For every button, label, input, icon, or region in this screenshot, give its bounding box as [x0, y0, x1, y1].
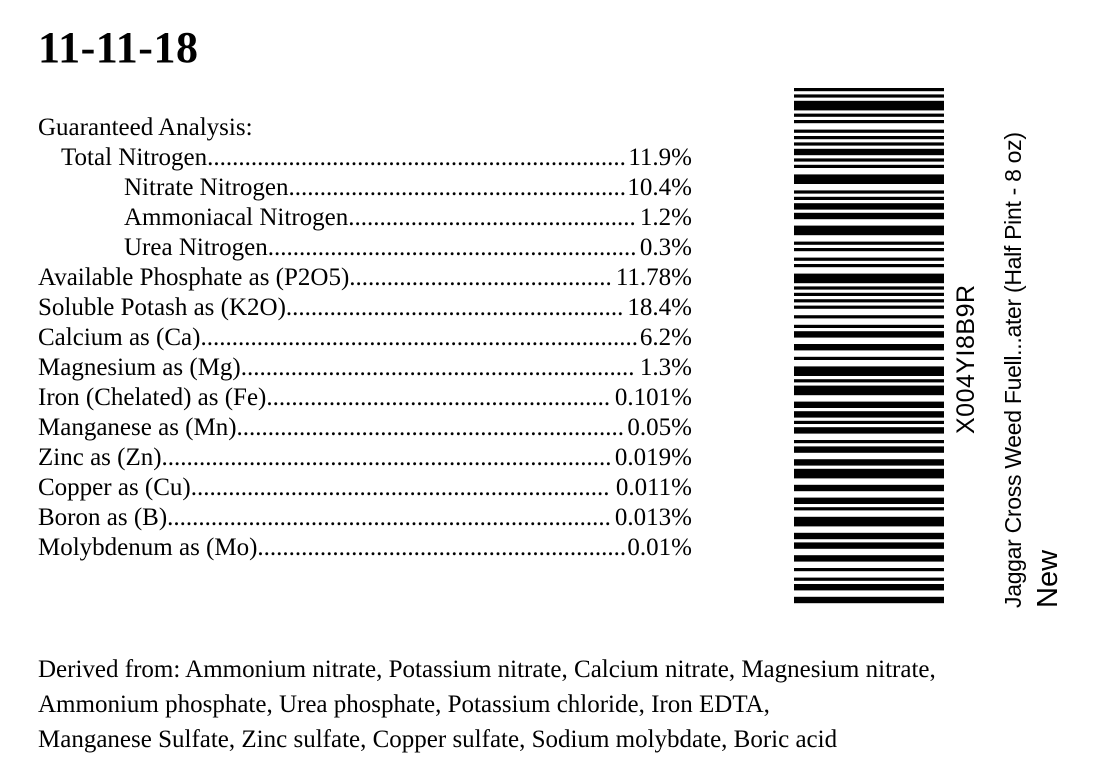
barcode-bar: [794, 174, 944, 184]
barcode-bar: [794, 130, 944, 133]
analysis-row: [38, 413, 738, 443]
product-name-text: Jaggar Cross Weed Fuell...ater (Half Pint - 8 oz): [1000, 132, 1026, 608]
row-value: 0.101%: [614, 384, 692, 411]
barcode-bar: [794, 286, 944, 289]
barcode-bar: [794, 386, 944, 396]
row-value: 0.01%: [627, 534, 692, 561]
analysis-row: [38, 323, 738, 353]
barcode-bar: [794, 379, 944, 382]
analysis-row: [38, 233, 738, 263]
analysis-row: [38, 263, 738, 293]
barcode-bar: [794, 542, 944, 548]
barcode-bar: [794, 440, 944, 443]
analysis-row: [38, 533, 738, 563]
barcode-bar: [794, 299, 944, 302]
row-label-dots: Soluble Potash as (K2O)......................................................: [38, 294, 624, 321]
derived-line: Manganese Sulfate, Zinc sulfate, Copper sulfate, Sodium molybdate, Boric acid: [38, 726, 838, 753]
barcode-bar: [794, 555, 944, 561]
row-label-dots: Ammoniacal Nitrogen..............................................: [124, 204, 636, 231]
barcode-bar: [794, 325, 944, 328]
barcode-bar: [794, 136, 944, 139]
barcode-bar: [794, 411, 944, 417]
barcode-bar: [794, 459, 944, 465]
analysis-row: [38, 443, 738, 473]
analysis-row: [38, 203, 738, 233]
barcode-bar: [794, 517, 944, 527]
barcode-bar: [794, 357, 944, 360]
row-label-dots: Copper as (Cu)...................................................................: [38, 474, 610, 501]
row-value: 0.019%: [614, 444, 692, 471]
barcode-bar: [794, 366, 944, 376]
barcode-bar: [794, 344, 944, 350]
analysis-row: [38, 293, 738, 323]
barcode-bar: [794, 274, 944, 284]
barcode-bar: [794, 158, 944, 161]
barcode-bar: [794, 142, 944, 145]
barcode-bar: [794, 568, 944, 571]
barcode-bar: [794, 114, 944, 117]
row-label-dots: Urea Nitrogen...........................................................: [124, 234, 637, 261]
barcode-bar: [794, 402, 944, 408]
row-label-dots: Molybdenum as (Mo)...........................................................: [38, 534, 627, 561]
analysis-row: [38, 503, 738, 533]
barcode-bar: [794, 264, 944, 267]
row-label-dots: Available Phosphate as (P2O5)..........................................: [38, 264, 612, 291]
analysis-row: [38, 173, 738, 203]
condition-text: New: [1032, 549, 1064, 608]
barcode-bar: [794, 315, 944, 318]
barcode-bar: [794, 120, 944, 123]
derived-from-paragraph: [38, 652, 1108, 757]
barcode-bar: [794, 578, 944, 581]
barcode-bar: [794, 533, 944, 539]
barcode-bar: [794, 248, 944, 251]
barcode-bar: [794, 498, 944, 504]
row-value: 0.013%: [614, 504, 692, 531]
derived-line: Derived from: Ammonium nitrate, Potassium nitrate, Calcium nitrate, Magnesium nitrate,: [38, 656, 936, 683]
row-value: 11.78%: [615, 264, 692, 291]
analysis-row: [38, 353, 738, 383]
barcode-bar: [794, 293, 944, 296]
barcode-bar: [794, 190, 944, 193]
barcode-bar: [794, 331, 944, 337]
barcode-bar: [794, 584, 944, 590]
row-value: 0.3%: [639, 234, 692, 261]
barcode-bar: [794, 306, 944, 309]
row-label-dots: Zinc as (Zn)........................................................................: [38, 444, 612, 471]
row-value: 0.05%: [627, 414, 692, 441]
guaranteed-analysis: [38, 113, 738, 563]
barcode-bar: [794, 421, 944, 424]
barcode-bar: [794, 101, 944, 111]
row-label-dots: Boron as (B).......................................................................: [38, 504, 611, 531]
barcode-bar: [794, 149, 944, 155]
barcode-bar: [794, 427, 944, 433]
row-value: 1.2%: [639, 204, 692, 231]
row-value: 11.9%: [628, 144, 692, 171]
barcode-bar: [794, 197, 944, 200]
derived-line: Ammonium phosphate, Urea phosphate, Potassium chloride, Iron EDTA,: [38, 691, 770, 718]
row-value: 10.4%: [627, 174, 692, 201]
analysis-row: [38, 383, 738, 413]
analysis-row: [38, 473, 738, 503]
row-label-dots: Iron (Chelated) as (Fe).......................................................: [38, 384, 611, 411]
barcode-bar: [794, 226, 944, 236]
row-value: 18.4%: [627, 294, 692, 321]
row-label-dots: Manganese as (Mn)..............................................................: [38, 414, 625, 441]
barcode-bar: [794, 597, 944, 603]
row-label-dots: Nitrate Nitrogen......................................................: [124, 174, 627, 201]
barcode-bar: [794, 213, 944, 219]
row-value: 0.011%: [615, 474, 692, 501]
barcode-bar: [794, 165, 944, 168]
row-value: 6.2%: [639, 324, 692, 351]
row-label-dots: Magnesium as (Mg)...............................................................: [38, 354, 635, 381]
barcode-bar: [794, 242, 944, 245]
barcode-bar: [794, 88, 944, 91]
barcode-bar: [794, 203, 944, 209]
row-label-dots: Calcium as (Ca)......................................................................: [38, 324, 638, 351]
barcode-bar: [794, 469, 944, 479]
analysis-heading: Guaranteed Analysis:: [38, 114, 253, 141]
barcode-image: [794, 88, 944, 608]
barcode-bar: [794, 258, 944, 261]
barcode-bar: [794, 485, 944, 491]
analysis-row: [38, 143, 738, 173]
barcode-bar: [794, 94, 944, 97]
barcode-bar: [794, 507, 944, 510]
barcode-bar: [794, 446, 944, 452]
row-label-dots: Total Nitrogen...................................................................: [61, 144, 626, 171]
barcode-code-text: X004YI8B9R: [952, 284, 980, 434]
product-grade-title: 11-11-18: [38, 23, 199, 72]
row-value: 1.3%: [639, 354, 692, 381]
